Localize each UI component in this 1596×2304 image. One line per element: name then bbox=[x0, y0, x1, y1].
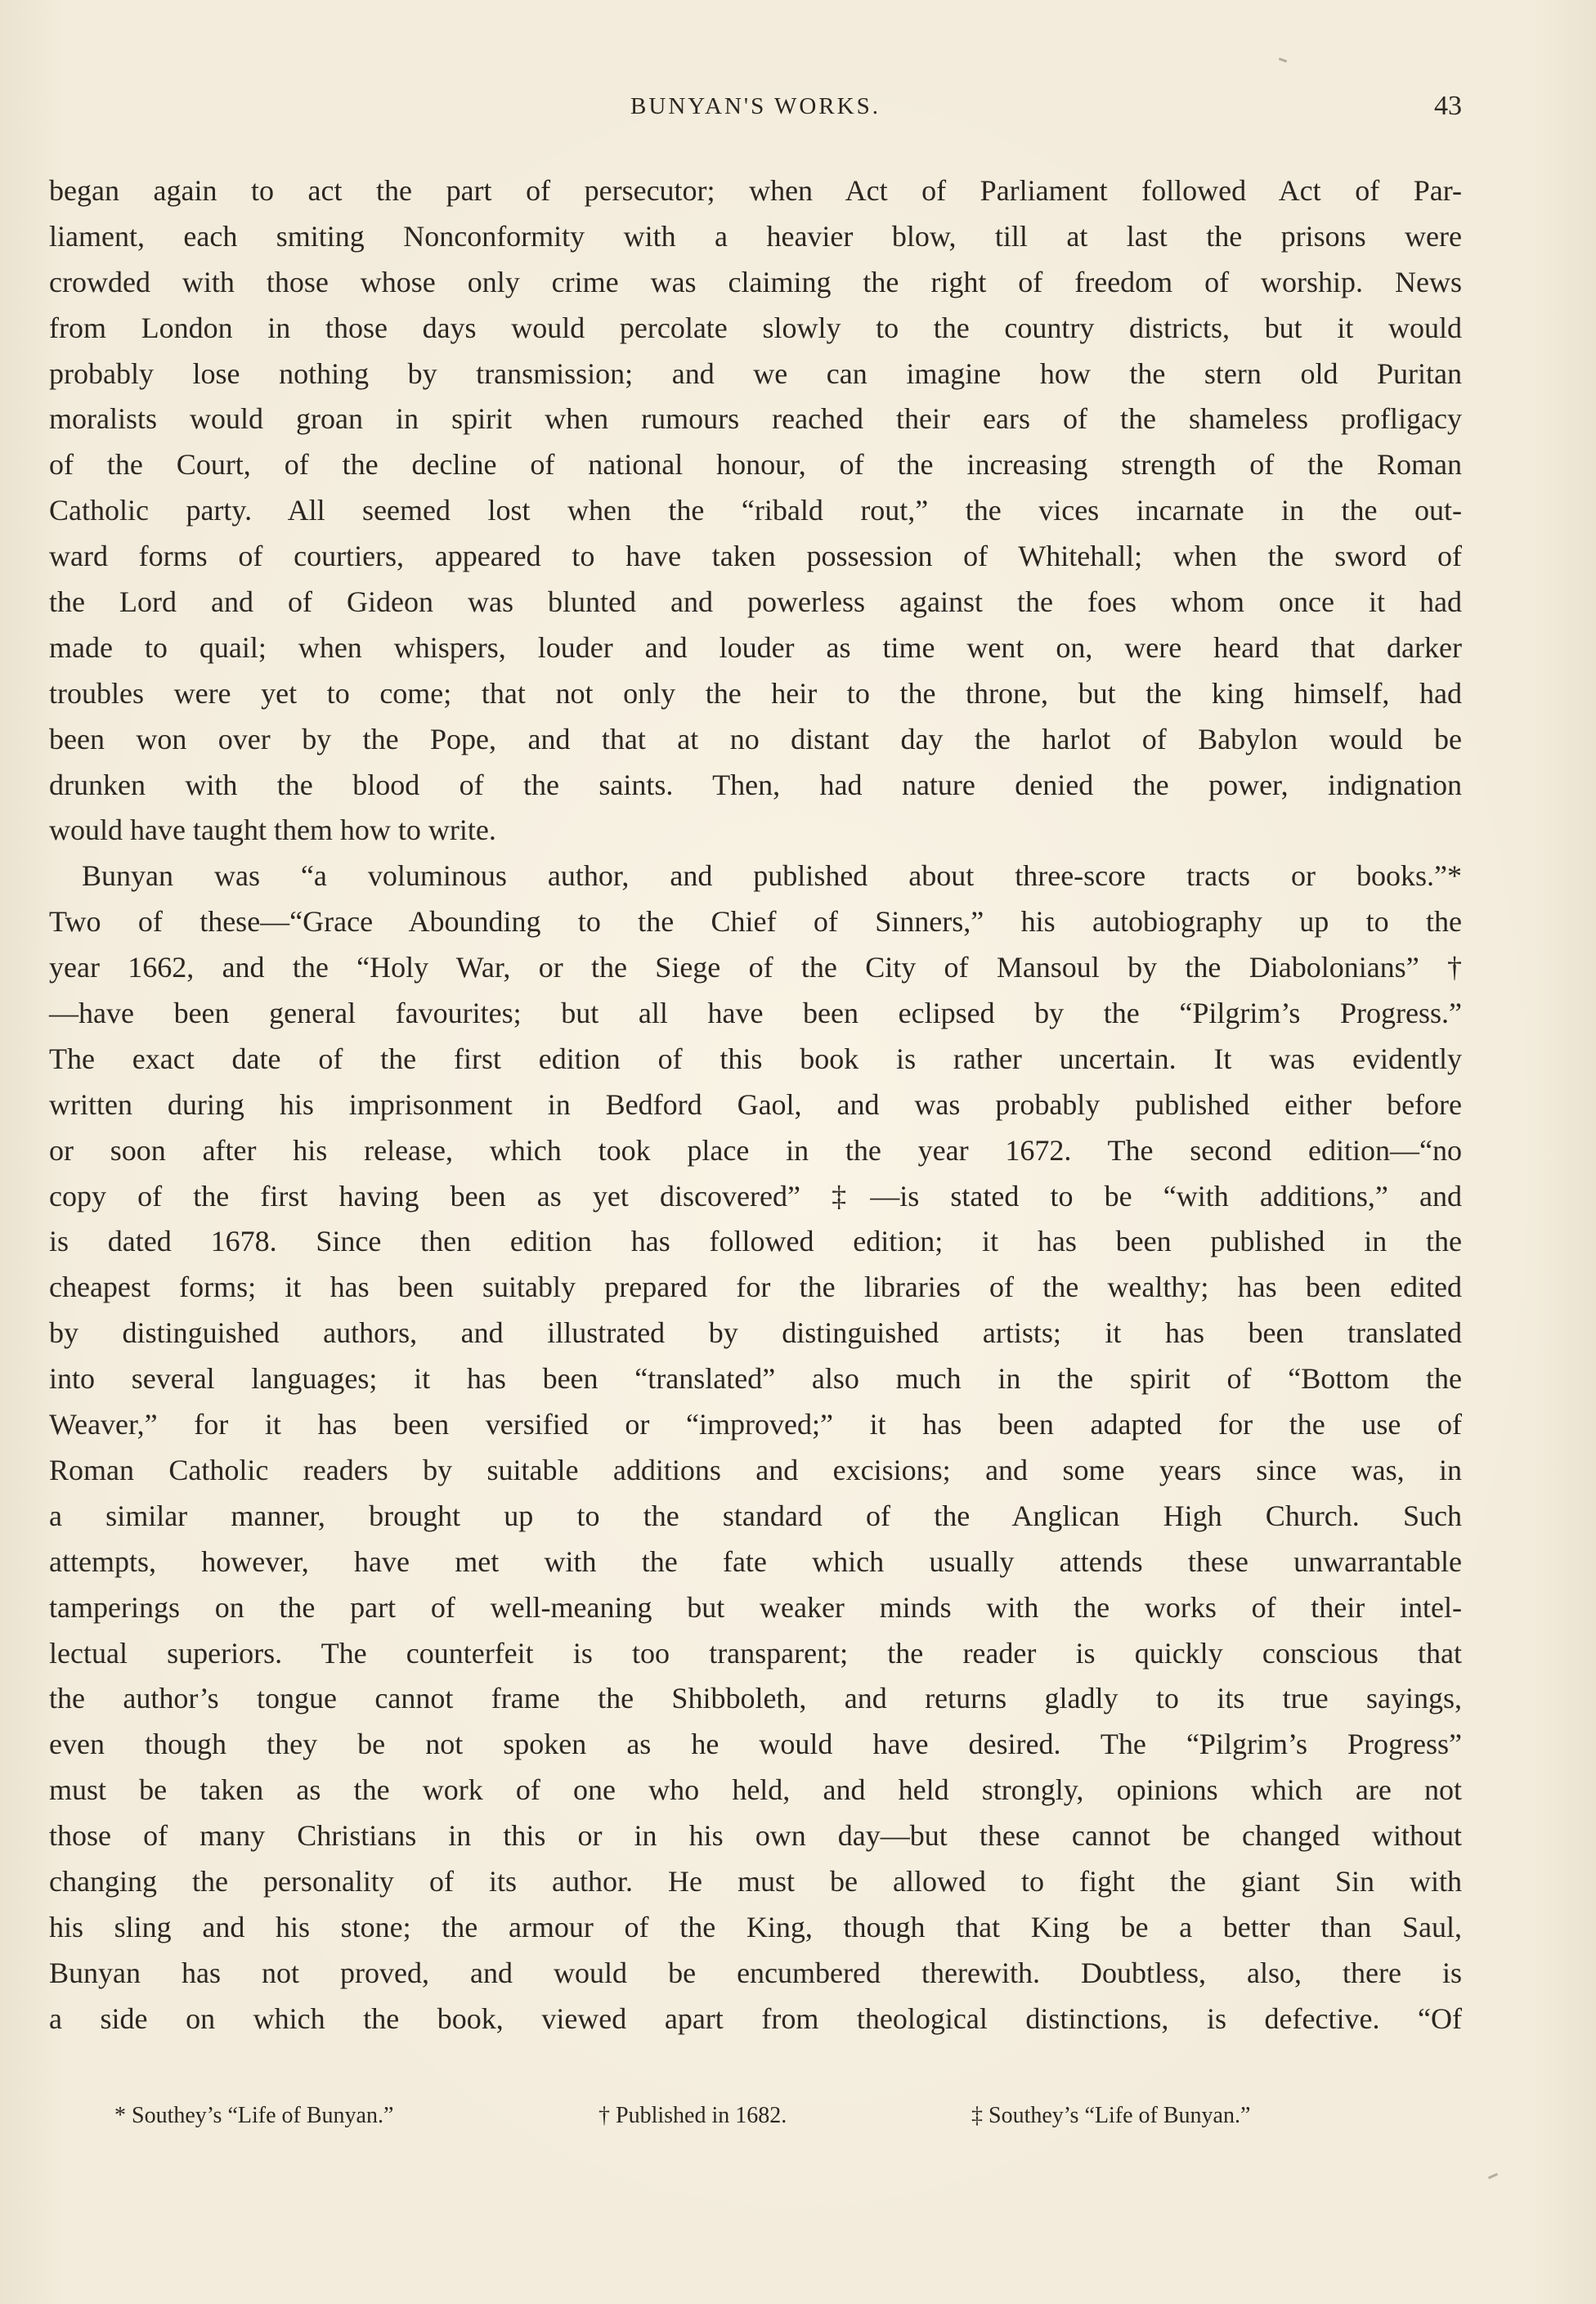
text-line: —have been general favourites; but all have been eclipsed by the “Pilgrim’s Progress.” bbox=[49, 997, 1462, 1030]
text-line: lectual superiors. The counterfeit is too transparent; the reader is quickly conscious that bbox=[49, 1636, 1462, 1670]
text-line: been won over by the Pope, and that at no distant day the harlot of Babylon would be bbox=[49, 722, 1462, 755]
paragraph-end-line: would have taught them how to write. bbox=[49, 814, 496, 847]
text-line: liament, each smiting Nonconformity with a heavier blow, till at last the prisons were bbox=[49, 219, 1462, 253]
text-line: changing the personality of its author. He must be allowed to fight the giant Sin with bbox=[49, 1864, 1462, 1898]
footnote-asterisk: * Southey’s “Life of Bunyan.” bbox=[114, 2103, 394, 2128]
text-line: Two of these—“Grace Abounding to the Chief of Sinners,” his autobiography up to the bbox=[49, 905, 1462, 939]
text-line: copy of the first having been as yet discovered” ‡—is stated to be “with additions,” and bbox=[49, 1179, 1462, 1213]
page-header bbox=[49, 88, 1462, 124]
running-title: BUNYAN'S WORKS. bbox=[630, 93, 881, 119]
ink-speck bbox=[1279, 57, 1287, 62]
text-line: a side on which the book, viewed apart from theological distinctions, is defective. “Of bbox=[49, 2001, 1462, 2035]
text-line: or soon after his release, which took place in the year 1672. The second edition—“no bbox=[49, 1133, 1462, 1167]
text-line: of the Court, of the decline of national honour, of the increasing strength of the Roman bbox=[49, 448, 1462, 482]
text-line: Catholic party. All seemed lost when the “ribald rout,” the vices incarnate in the out- bbox=[49, 494, 1462, 527]
text-line: those of many Christians in this or in his own day—but these cannot be changed without bbox=[49, 1819, 1462, 1853]
text-line: attempts, however, have met with the fate which usually attends these unwarrantable bbox=[49, 1544, 1462, 1578]
footnote-double-dagger: ‡ Southey’s “Life of Bunyan.” bbox=[971, 2103, 1251, 2128]
text-line: made to quail; when whispers, louder and louder as time went on, were heard that darker bbox=[49, 630, 1462, 664]
text-line: ward forms of courtiers, appeared to have taken possession of Whitehall; when the sword of bbox=[49, 540, 1462, 573]
text-line: tamperings on the part of well-meaning but weaker minds with the works of their intel- bbox=[49, 1590, 1462, 1624]
text-line: from London in those days would percolate slowly to the country districts, but it would bbox=[49, 311, 1462, 344]
footnotes bbox=[114, 2098, 1423, 2134]
ink-speck bbox=[1488, 2173, 1498, 2180]
text-line: by distinguished authors, and illustrated by distinguished artists; it has been translated bbox=[49, 1316, 1462, 1350]
text-line: his sling and his stone; the armour of the King, though that King be a better than Saul, bbox=[49, 1910, 1462, 1943]
text-line: probably lose nothing by transmission; and we can imagine how the stern old Puritan bbox=[49, 356, 1462, 390]
text-line: drunken with the blood of the saints. Then, had nature denied the power, indignation bbox=[49, 768, 1462, 801]
text-line: a similar manner, brought up to the standard of the Anglican High Church. Such bbox=[49, 1499, 1462, 1532]
text-line: troubles were yet to come; that not only the heir to the throne, but the king himself, had bbox=[49, 676, 1462, 710]
body-text bbox=[49, 168, 1462, 2042]
paragraph-start-line: Bunyan was “a voluminous author, and published about three-score tracts or books.”* bbox=[82, 859, 1462, 893]
text-line: Weaver,” for it has been versified or “improved;” it has been adapted for the use of bbox=[49, 1408, 1462, 1441]
text-line: year 1662, and the “Holy War, or the Siege of the City of Mansoul by the Diabolonians” † bbox=[49, 951, 1462, 984]
text-line: Bunyan has not proved, and would be encumbered therewith. Doubtless, also, there is bbox=[49, 1956, 1462, 1989]
text-line: the Lord and of Gideon was blunted and powerless against the foes whom once it had bbox=[49, 585, 1462, 619]
text-line: is dated 1678. Since then edition has followed edition; it has been published in the bbox=[49, 1225, 1462, 1258]
text-line: into several languages; it has been “translated” also much in the spirit of “Bottom the bbox=[49, 1362, 1462, 1396]
text-line: began again to act the part of persecutor; when Act of Parliament followed Act of Par- bbox=[49, 174, 1462, 207]
text-line: the author’s tongue cannot frame the Shibboleth, and returns gladly to its true sayings, bbox=[49, 1682, 1462, 1715]
footnote-dagger: † Published in 1682. bbox=[598, 2103, 787, 2128]
text-line: Roman Catholic readers by suitable additions and excisions; and some years since was, in bbox=[49, 1453, 1462, 1486]
text-line: even though they be not spoken as he would have desired. The “Pilgrim’s Progress” bbox=[49, 1728, 1462, 1761]
text-line: moralists would groan in spirit when rumours reached their ears of the shameless profligacy bbox=[49, 402, 1462, 436]
text-line: written during his imprisonment in Bedford Gaol, and was probably published either before bbox=[49, 1087, 1462, 1121]
page-number: 43 bbox=[1434, 91, 1462, 121]
text-line: The exact date of the first edition of this book is rather uncertain. It was evidently bbox=[49, 1042, 1462, 1075]
text-line: cheapest forms; it has been suitably prepared for the libraries of the wealthy; has been edited bbox=[49, 1271, 1462, 1304]
text-line: crowded with those whose only crime was claiming the right of freedom of worship. News bbox=[49, 265, 1462, 298]
text-line: must be taken as the work of one who held, and held strongly, opinions which are not bbox=[49, 1773, 1462, 1807]
